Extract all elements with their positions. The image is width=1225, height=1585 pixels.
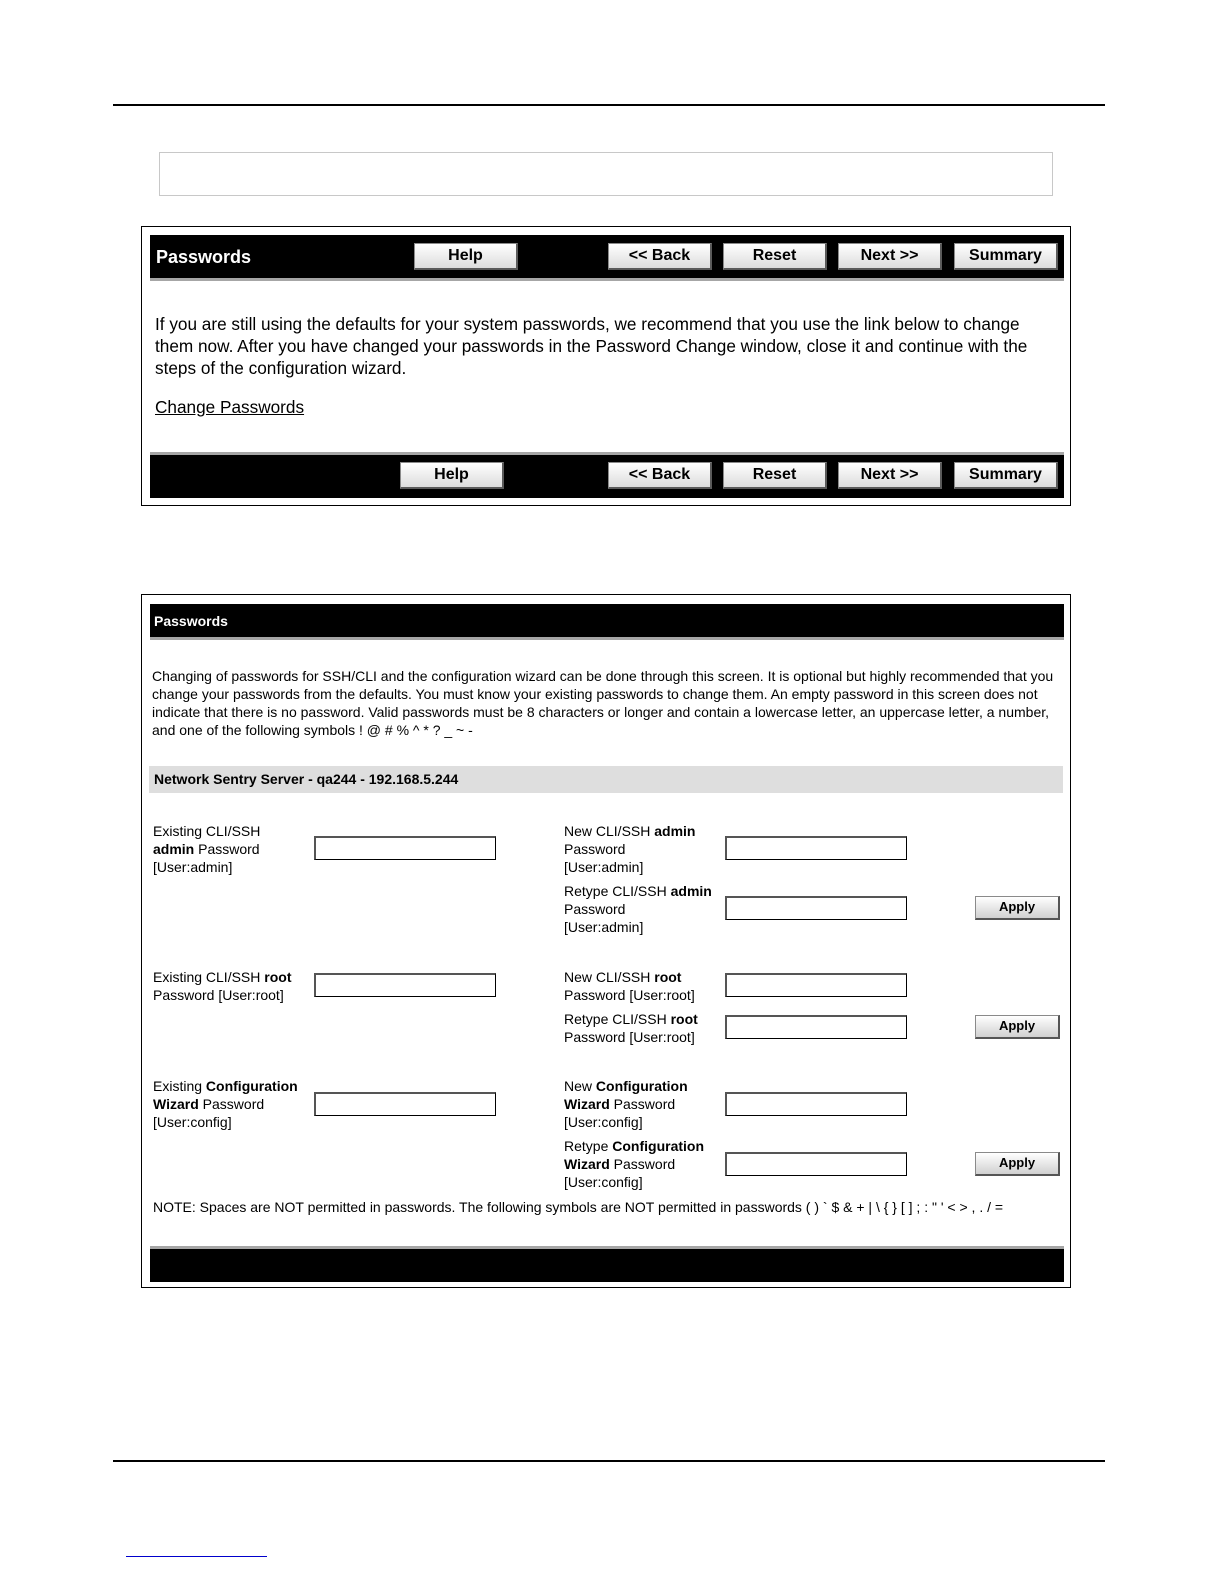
retype-config-password-input[interactable] <box>725 1152 907 1176</box>
password-panel-title: Passwords <box>154 613 228 629</box>
retype-root-password-input[interactable] <box>725 1015 907 1039</box>
new-admin-password-input[interactable] <box>725 836 907 860</box>
password-bottom-bar <box>150 1246 1064 1282</box>
footer-rule <box>113 1460 1105 1462</box>
reset-button[interactable]: Reset <box>723 243 827 270</box>
password-note: NOTE: Spaces are NOT permitted in passwords. The following symbols are NOT permitted in passwords ( ) ` $ & + | \ { } [ ] ; : " ' < > , . / = <box>153 1199 1004 1215</box>
password-description: Changing of passwords for SSH/CLI and the configuration wizard can be done through this screen. It is optional but highly recommended that you change your passwords from the defaults. You must know your existing passwords to change them. An empty password in this screen does not indicate that there is no password. Valid passwords must be 8 characters or longer and contain a lowercase letter, an uppercase letter, a number, and one of the following symbols ! @ # % ^ * ? _ ~ - <box>152 668 1054 738</box>
apply-config-button[interactable]: Apply <box>975 1152 1060 1176</box>
new-config-label: New Configuration Wizard Password [User:config] <box>564 1078 688 1130</box>
password-top-bar <box>150 604 1064 640</box>
wizard-title: Passwords <box>156 247 252 267</box>
help-button[interactable]: Help <box>400 462 504 489</box>
existing-admin-password-input[interactable] <box>314 836 496 860</box>
wizard-top-bar <box>150 235 1064 281</box>
apply-root-button[interactable]: Apply <box>975 1015 1060 1039</box>
apply-admin-button[interactable]: Apply <box>975 896 1060 920</box>
wizard-bottom-bar <box>150 452 1064 498</box>
wizard-description: If you are still using the defaults for your system passwords, we recommend that you use the link below to change them now. After you have changed your passwords in the Password Change window, close it and continue with the steps of the configuration wizard. <box>155 314 1028 378</box>
retype-config-label: Retype Configuration Wizard Password [User:config] <box>564 1138 705 1190</box>
new-config-password-input[interactable] <box>725 1092 907 1116</box>
empty-frame <box>159 152 1053 196</box>
next-button[interactable]: Next >> <box>838 462 942 489</box>
reset-button[interactable]: Reset <box>723 462 827 489</box>
server-header <box>149 766 1063 793</box>
help-button[interactable]: Help <box>414 243 518 270</box>
retype-root-label: Retype CLI/SSH root Password [User:root] <box>564 1011 698 1045</box>
back-button[interactable]: << Back <box>608 462 712 489</box>
back-button[interactable]: << Back <box>608 243 712 270</box>
existing-root-label: Existing CLI/SSH root Password [User:root] <box>153 969 292 1003</box>
existing-config-label: Existing Configuration Wizard Password [User:config] <box>153 1078 298 1130</box>
new-admin-label: New CLI/SSH admin Password [User:admin] <box>564 823 696 875</box>
footer-link-line <box>126 1556 267 1557</box>
existing-root-password-input[interactable] <box>314 973 496 997</box>
existing-admin-label: Existing CLI/SSH admin Password [User:admin] <box>153 823 261 875</box>
retype-admin-password-input[interactable] <box>725 896 907 920</box>
summary-button[interactable]: Summary <box>954 243 1058 270</box>
new-root-label: New CLI/SSH root Password [User:root] <box>564 969 695 1003</box>
new-root-password-input[interactable] <box>725 973 907 997</box>
header-rule <box>113 104 1105 106</box>
next-button[interactable]: Next >> <box>838 243 942 270</box>
change-passwords-link[interactable]: Change Passwords <box>155 397 305 417</box>
retype-admin-label: Retype CLI/SSH admin Password [User:admin] <box>564 883 712 935</box>
existing-config-password-input[interactable] <box>314 1092 496 1116</box>
server-name: Network Sentry Server - qa244 - 192.168.5.244 <box>154 771 459 787</box>
summary-button[interactable]: Summary <box>954 462 1058 489</box>
